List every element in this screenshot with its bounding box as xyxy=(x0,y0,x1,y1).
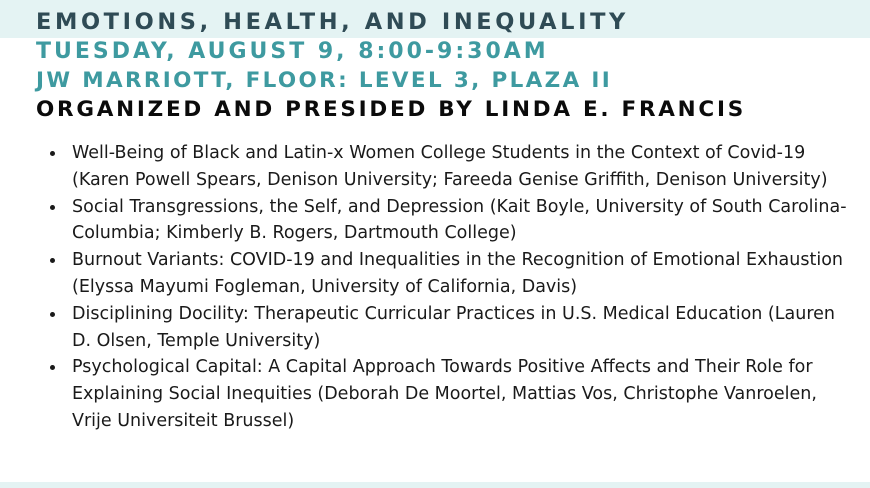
paper-text: Burnout Variants: COVID-19 and Inequalities in the Recognition of Emotional Exhaustion (Elyssa Mayumi Fogleman, University of California, Davis) xyxy=(72,250,843,297)
bullet-icon xyxy=(50,365,55,370)
bullet-icon xyxy=(50,312,55,317)
list-item xyxy=(72,354,852,434)
paper-text: Social Transgressions, the Self, and Depression (Kait Boyle, University of South Carolina-Columbia; Kimberly B. Rogers, Dartmouth College) xyxy=(72,196,847,244)
bullet-icon xyxy=(50,151,55,156)
list-item xyxy=(72,194,852,248)
session-organizer: ORGANIZED AND PRESIDED BY LINDA E. FRANCIS xyxy=(36,97,746,122)
footer-band xyxy=(0,482,870,488)
paper-list xyxy=(72,140,852,435)
paper-text: Well-Being of Black and Latin-x Women College Students in the Context of Covid-19 (Karen Powell Spears, Denison University; Fareeda Genise Griffith, Denison University) xyxy=(72,143,828,190)
bullet-icon xyxy=(50,205,55,210)
session-date-time: TUESDAY, AUGUST 9, 8:00-9:30AM xyxy=(36,39,549,64)
paper-text: Disciplining Docility: Therapeutic Curricular Practices in U.S. Medical Education (Lauren D. Olsen, Temple University) xyxy=(72,303,835,351)
bullet-icon xyxy=(50,258,55,263)
list-item xyxy=(72,140,852,194)
paper-text: Psychological Capital: A Capital Approach Towards Positive Affects and Their Role for Explaining Social Inequities (Deborah De Moortel, Mattias Vos, Christophe Vanroelen, Vrije Universiteit Brussel) xyxy=(72,357,817,431)
session-header xyxy=(36,8,866,124)
session-title: EMOTIONS, HEALTH, AND INEQUALITY xyxy=(36,9,629,35)
list-item xyxy=(72,301,852,355)
list-item xyxy=(72,247,852,301)
session-location: JW MARRIOTT, FLOOR: LEVEL 3, PLAZA II xyxy=(36,68,613,93)
